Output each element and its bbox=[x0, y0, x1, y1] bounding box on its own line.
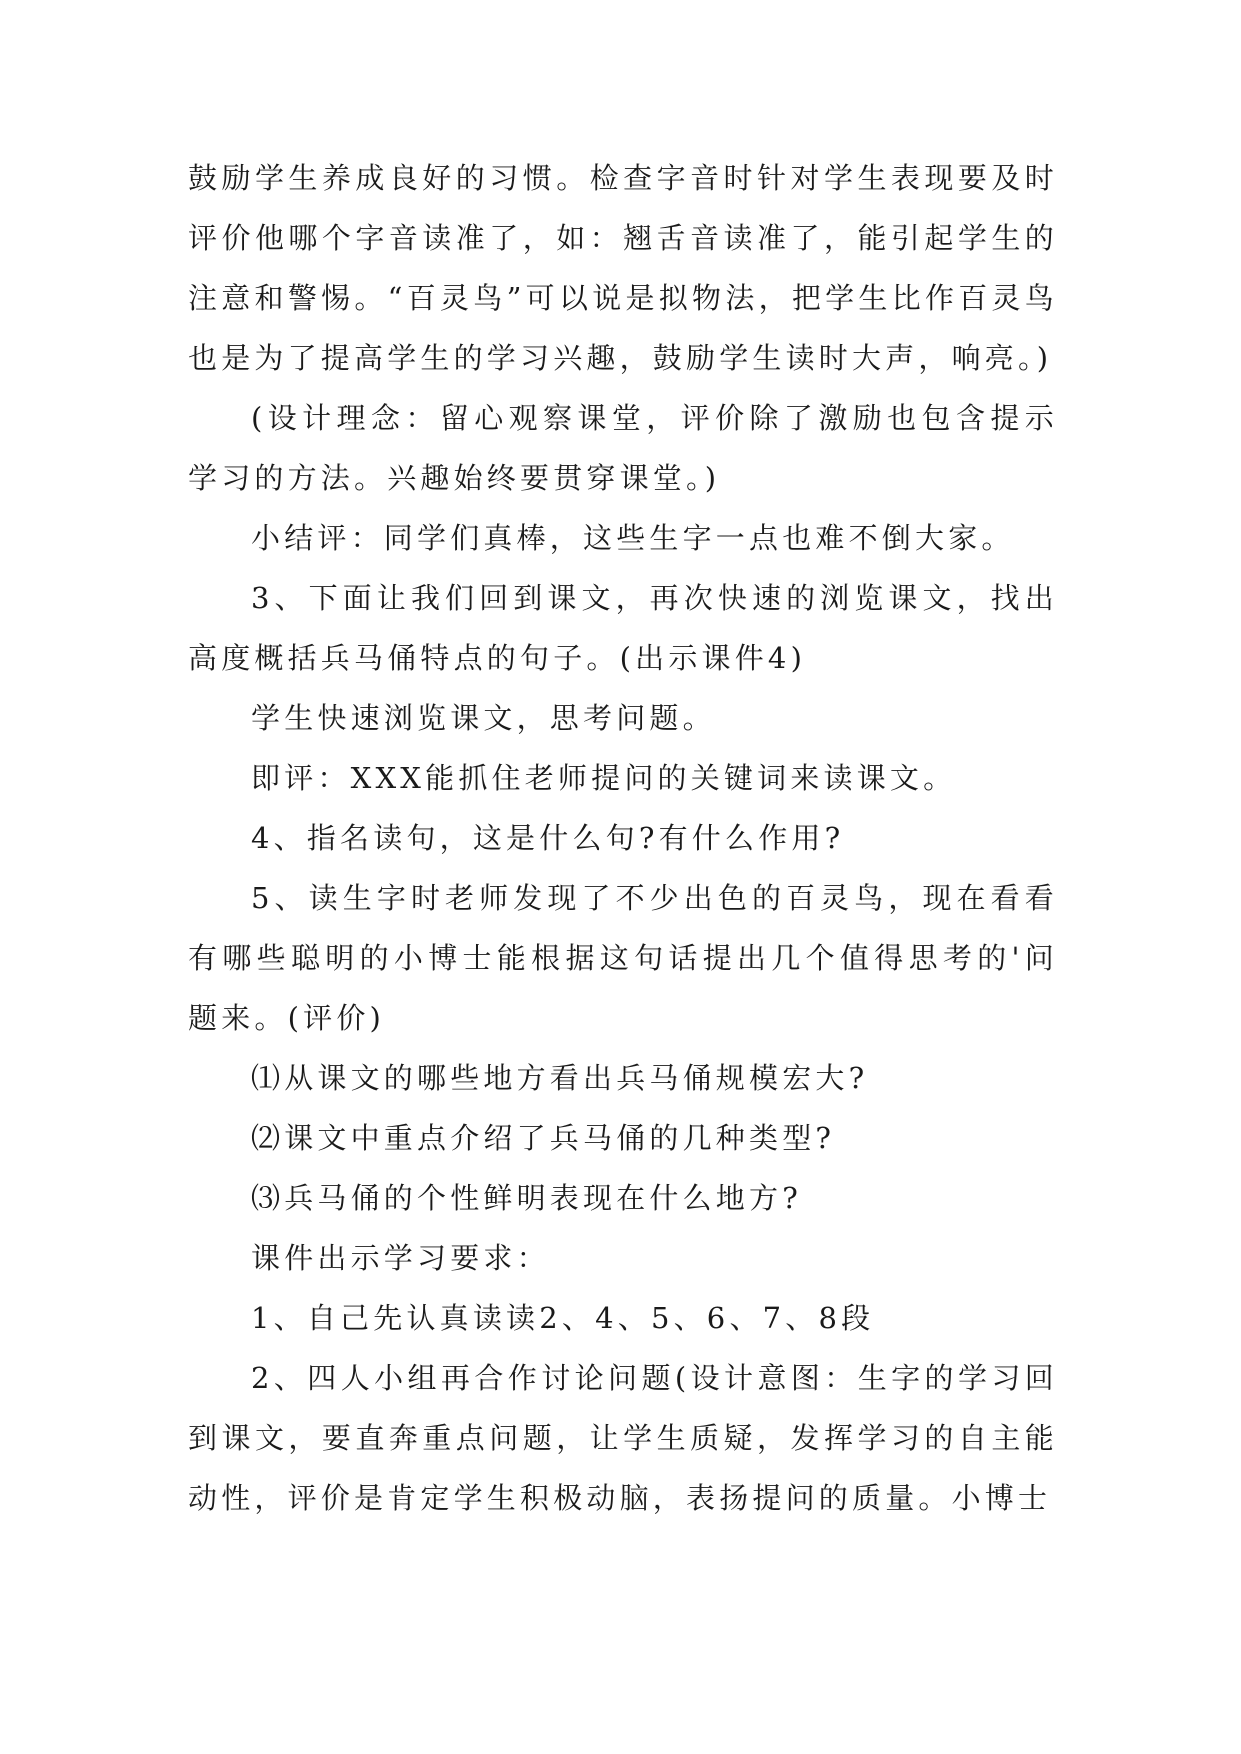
paragraph: 2、四人小组再合作讨论问题(设计意图：生字的学习回到课文，要直奔重点问题，让学生质疑，发挥学习的自主能动性，评价是肯定学生积极动脑，表扬提问的质量。小博士 bbox=[188, 1361, 1058, 1515]
paragraph: 5、读生字时老师发现了不少出色的百灵鸟，现在看看有哪些聪明的小博士能根据这句话提出几个值得思考的'问题来。(评价) bbox=[188, 881, 1058, 1035]
paragraph: 鼓励学生养成良好的习惯。检查字音时针对学生表现要及时评价他哪个字音读准了，如：翘舌音读准了，能引起学生的注意和警惕。“百灵鸟”可以说是拟物法，把学生比作百灵鸟也是为了提高学生的学习兴趣，鼓励学生读时大声，响亮。) bbox=[188, 161, 1058, 375]
paragraph: 课件出示学习要求： bbox=[251, 1241, 550, 1275]
paragraph: 1、自己先认真读读2、4、5、6、7、8段 bbox=[251, 1301, 875, 1335]
paragraph: 学生快速浏览课文，思考问题。 bbox=[251, 701, 716, 735]
paragraph: 小结评：同学们真棒，这些生字一点也难不倒大家。 bbox=[251, 521, 1015, 555]
document-body bbox=[188, 148, 1058, 1528]
paragraph: ⑴从课文的哪些地方看出兵马俑规模宏大? bbox=[251, 1061, 869, 1095]
paragraph: 3、下面让我们回到课文，再次快速的浏览课文，找出高度概括兵马俑特点的句子。(出示课件4) bbox=[188, 581, 1058, 675]
paragraph: ⑶兵马俑的个性鲜明表现在什么地方? bbox=[251, 1181, 802, 1215]
paragraph: (设计理念：留心观察课堂，评价除了激励也包含提示学习的方法。兴趣始终要贯穿课堂。) bbox=[188, 401, 1058, 495]
paragraph: ⑵课文中重点介绍了兵马俑的几种类型? bbox=[251, 1121, 836, 1155]
paragraph: 即评：XXX能抓住老师提问的关键词来读课文。 bbox=[251, 761, 957, 795]
paragraph: 4、指名读句，这是什么句?有什么作用? bbox=[251, 821, 845, 855]
